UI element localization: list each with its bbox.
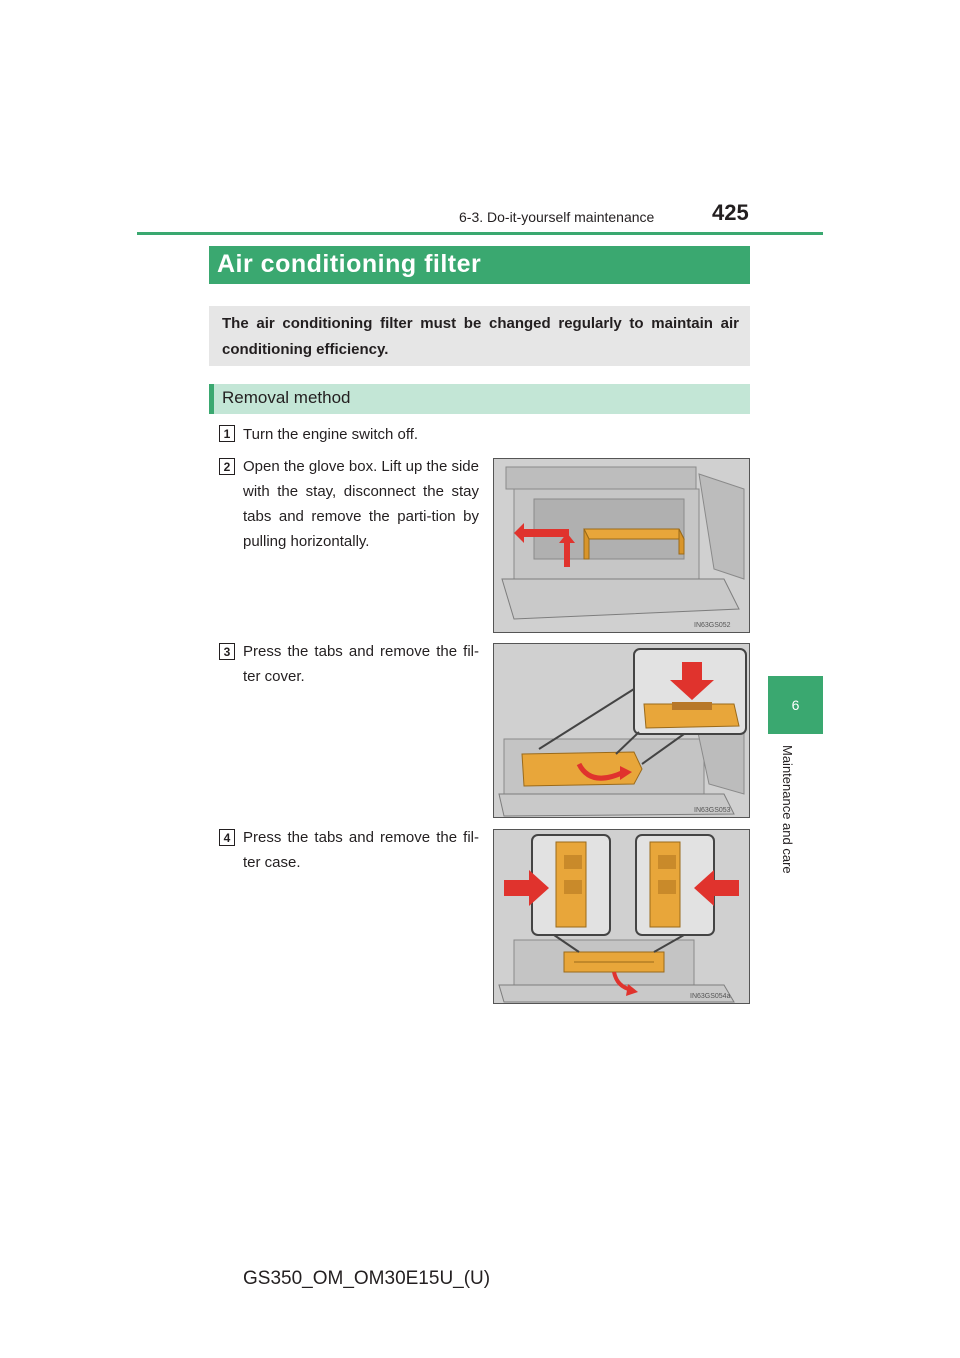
intro-box [209,306,750,366]
step-number-1: 1 [219,425,235,442]
figure-filter-case [493,829,750,1004]
step-number-4: 4 [219,829,235,846]
subheading-accent [209,384,214,414]
step-text-3: Press the tabs and remove the fil-ter cover. [243,643,479,685]
footer-doc-code: GS350_OM_OM30E15U_(U) [243,1268,491,1289]
intro-text: The air conditioning filter must be changed regularly to maintain air conditioning efficiency. [222,315,739,358]
step-number-3: 3 [219,643,235,660]
figure-code-3: IN63GS054a [690,993,731,1000]
step-number-2: 2 [219,458,235,475]
step-text-2: Open the glove box. Lift up the side with the stay, disconnect the stay tabs and remove the parti-tion by pulling horizontally. [243,458,479,550]
subheading: Removal method [222,388,351,407]
step-text-4: Press the tabs and remove the fil-ter case. [243,829,479,871]
page-title-bar [209,246,750,284]
header-rule [137,232,823,235]
page-number: 425 [712,200,749,225]
subheading-bar [209,384,750,414]
section-title: 6-3. Do-it-yourself maintenance [459,209,655,225]
chapter-tab [768,676,823,734]
figure-code-1: IN63GS052 [694,622,731,629]
step-text-1: Turn the engine switch off. [243,426,419,443]
figure-code-2: IN63GS053 [694,807,731,814]
page-title: Air conditioning filter [217,250,482,278]
figure-glove-box [493,458,750,633]
chapter-number: 6 [791,697,800,713]
figure-filter-cover [493,643,750,818]
chapter-label: Maintenance and care [780,745,795,874]
